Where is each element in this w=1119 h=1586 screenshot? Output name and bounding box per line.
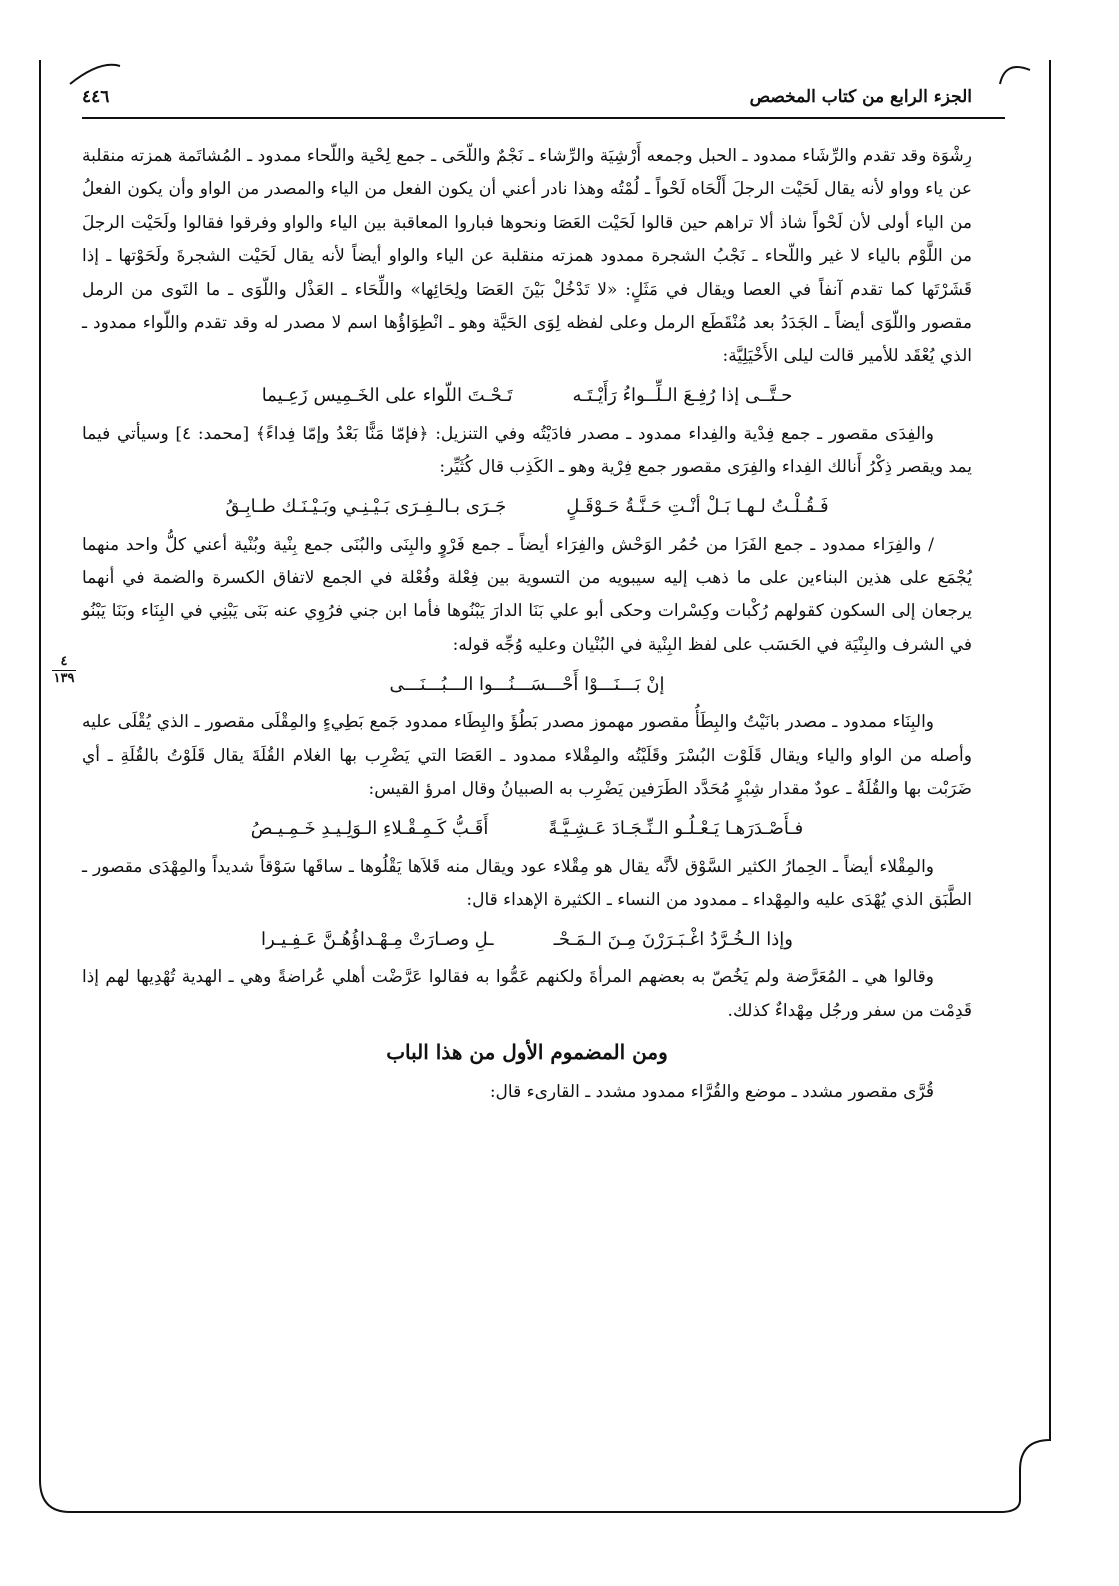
verse-4-first-hemistich: فـأَصْـدَرَهـا يَـعْـلُـو الـنِّـجَـادَ عَـشِـيَّـةً bbox=[548, 817, 804, 839]
verse-5-second-hemistich: ـلِ وصـارَتْ مِـهْـداؤُهُـنَّ عَـفِـيـرا bbox=[261, 928, 494, 950]
paragraph-2: والفِدَى مقصور ـ جمع فِدْية والفِداء ممدود ـ مصدر فادَيْتُه وفي التنزيل: ﴿فإمّا مَنًّا بَعْدُ وإمّا فِداءً﴾ [محمد: ٤] وسيأتي فيما يمد ويقصر ذِكْرُ أَنالك الفِداء والفِرَى مقصور جمع فِرْية وهو ـ الكَذِب قال كُثَيِّر: bbox=[82, 423, 972, 478]
verse-4-second-hemistich: أَقَـبُّ كَـمِـقْـلاءِ الـوَلِـيـدِ خَـمِـيـصُ bbox=[250, 817, 489, 839]
verse-2-second-hemistich: جَـرَى بـالـفِـرَى بَـيْـنِـي وبَـيْـنَـك طـابِـقُ bbox=[225, 495, 507, 517]
verse-2-first-hemistich: فَـقُـلْـتُ لـهـا بَـلْ أنْـتِ حَـنَّـةُ حَـوْقَـلٍ bbox=[566, 495, 829, 517]
verse-1 bbox=[82, 374, 972, 418]
page-number: ٤٤٦ bbox=[82, 87, 110, 107]
paragraph-7: قُرَّى مقصور مشدد ـ موضع والقُرَّاء ممدود مشدد ـ القارىء قال: bbox=[489, 1082, 934, 1103]
paragraph-1: رِشْوَة وقد تقدم والرِّشَاء ممدود ـ الحبل وجمعه أَرْشِيَة والرِّشاء ـ نَجْمٌ واللّحَى ـ جمع لِحْية واللّحاء ممدود ـ المُشاتَمة همزته منقلبة عن ياء وواو لأنه يقال لَحَيْت الرجلَ أَلْحَاه لَحْواً ـ لُمْتُه وهذا نادر أعني أن يكون الفعل من الياء والمصدر من الواو وأن يكون الفعلُ من الياء أولى لأن لَحْواً شاذ ألا تراهم حين قالوا لَحَيْت العَصَا ونحوها فباروا المعاقبة بين الياء والواو وفرقوا فقالوا ولَحَيْت الرجلَ من اللَّوْم بالياء لا غير واللّحاء ـ نَجْبُ الشجرة ممدود همزته منقلبة عن الياء والواو أيضاً لأنه يقال لَحَيْت الشجرةَ ولَحَوْتها ـ إذا قَشَرْتَها كما تقدم آنفاً في العصا ويقال في مَثَلٍ: «لا تَدْخُلْ بَيْنَ العَصَا ولِحَائِها» واللِّحَاء ـ العَذْل واللّوَى ـ ما التَوى من الرمل مقصور واللّوَى أيضاً ـ الجَدَدُ بعد مُنْقَطَع الرمل وعلى لفظه لِوَى الحَيَّة وهو ـ انْطِوَاؤُها اسم لا مصدر له وقد تقدم واللّواء ممدود ـ الذي يُعْقَد للأمير قالت ليلى الأَخْيَلِيَّة: bbox=[82, 146, 972, 367]
verse-3-line: إنْ بَـــنَـــوْا أَحْـــسَـــنُـــوا الـــبُـــنَـــى bbox=[389, 673, 665, 695]
paragraph-4: والبِنَاء ممدود ـ مصدر بانَيْتُ والبِطَأُ مقصور مهموز مصدر بَطُؤَ والبِطَاء ممدود جَمع بَطِيءٍ والمِقْلَى مقصور ـ الذي يُقْلَى عليه وأصله من الواو والياء ويقال قَلَوْت البُسْرَ وقَلَيْتُه والمِقْلاء ممدود ـ العَصَا التي يَضْرِب بها الغلام القُلَةَ يقال قَلَوْتُ بالقُلَةِ ـ أي ضَرَبْت بها والقُلَةُ ـ عودٌ مقدار شِبْرٍ مُحَدَّد الطَرَفين يَضْرِب به الصبيانُ وقال امرؤ القيس: bbox=[82, 712, 972, 800]
page-body bbox=[82, 140, 972, 1110]
margin-reference bbox=[52, 655, 76, 686]
verse-1-first-hemistich: حـتَّــى إذا رُفِـعَ الـلِّــواءُ رَأَيْـتَـه bbox=[572, 385, 793, 407]
verse-4 bbox=[82, 807, 972, 851]
paragraph-6: وقالوا هي ـ المُعَرَّضة ولم يَخُصّ به بعضهم المرأةَ ولكنهم عَمُّوا به فقالوا عَرَّضْت أهلي عُراضةً وهي ـ الهدية تُهْدِيها لهم إذا قَدِمْت من سفر ورجُل مِهْداءٌ كذلك. bbox=[82, 967, 972, 1021]
verse-5 bbox=[82, 917, 972, 961]
verse-1-second-hemistich: تَـحْـتَ اللّواء على الخَـمِيس زَعِـيما bbox=[261, 385, 513, 407]
paragraph-3: / والفِرَاء ممدود ـ جمع الفَرَا من حُمُر الوَحْش والفِرَاء أيضاً ـ جمع فَرْوٍ والبِنَى والبُنَى جمع بِنْية وبُنْية أعني كلُّ واحد منهما يُجْمَع على هذين البناءين على ما ذهب إليه سيبويه من التسوية بين فِعْلة وفُعْلة في الجمع لاتفاق الكسرة والضمة في أنهما يرجعان إلى السكون كقولهم رُكْبات وكِسْرات وحكى أبو علي بَنَا الدارَ يَبْنُوها فأما ابن جني فرُوِي عنه بَنَى يَبْنِي في البِنَاء وبَنَا يَبْنُو في الشرف والبِنْيَة في الحَسَب على لفظ البِنْية في البُنْيان وعليه وُجِّه قوله: bbox=[82, 534, 972, 655]
verse-2 bbox=[82, 485, 972, 529]
margin-ref-bottom: ١٣٩ bbox=[53, 671, 75, 686]
running-title: الجزء الرابع من كتاب المخصص bbox=[749, 87, 972, 107]
verse-5-first-hemistich: وإذا الـخُـرَّدُ اغْـبَـرَرْنَ مِـنَ الـمَـحْـ bbox=[553, 928, 793, 950]
margin-ref-top: ٤ bbox=[60, 654, 68, 669]
paragraph-5: والمِقْلاء أيضاً ـ الحِمارُ الكثير السَّوْق لأنَّه يقال هو مِقْلاء عود ويقال منه قَلاَها يَقْلُوها ـ ساقَها سَوْقاً شديداً والمِهْدَى مقصور ـ الطَّبَق الذي يُهْدَى عليه والمِهْداء ـ ممدود من النساء ـ الكثيرة الإهداء قال: bbox=[82, 856, 972, 910]
page-header bbox=[82, 84, 972, 112]
section-heading: ومن المضموم الأول من هذا الباب bbox=[386, 1040, 668, 1065]
verse-3 bbox=[82, 662, 972, 706]
